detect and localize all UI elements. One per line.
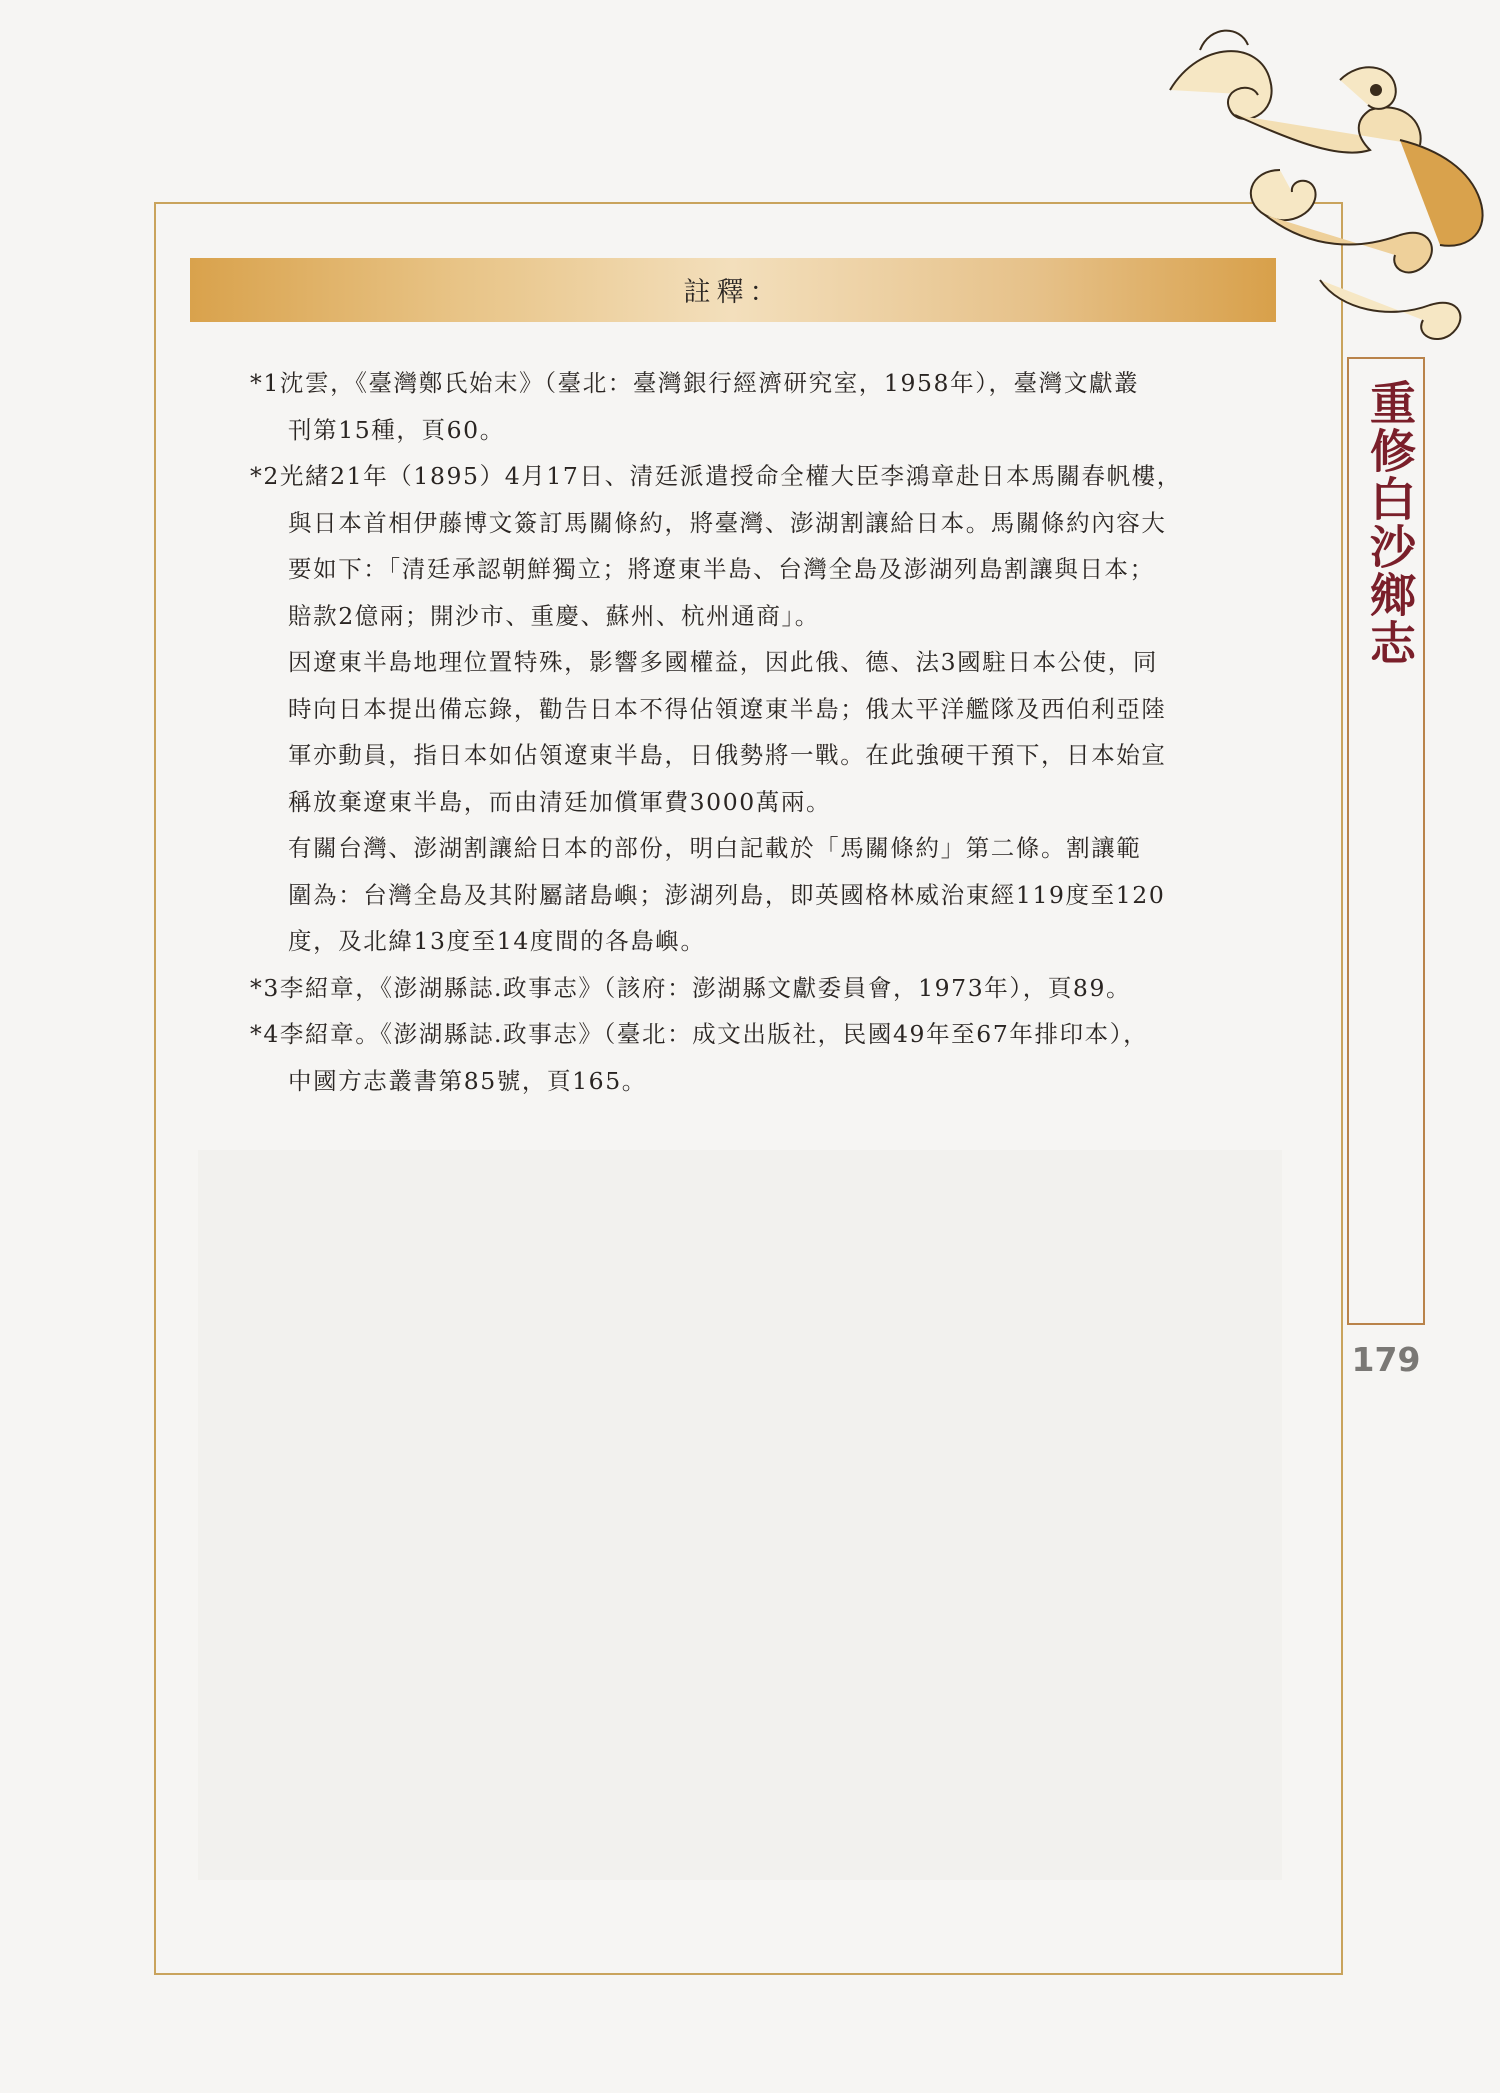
note-2-para-2-line-3: 軍亦動員，指日本如佔領遼東半島，日俄勢將一戰。在此強硬干預下，日本始宣 xyxy=(288,741,1167,769)
notes-header-bar xyxy=(190,258,1276,322)
note-4-line-2: 中國方志叢書第85號，頁165。 xyxy=(288,1066,647,1095)
note-4-line-1: *4李紹章。《澎湖縣誌.政事志》（臺北：成文出版社，民國49年至67年排印本）， xyxy=(250,1020,1149,1048)
note-2-para-3-line-3: 度，及北緯13度至14度間的各島嶼。 xyxy=(288,927,706,955)
note-1-line-2: 刊第15種，頁60。 xyxy=(288,415,505,444)
note-2-para-2-line-2: 時向日本提出備忘錄，勸告日本不得佔領遼東半島；俄太平洋艦隊及西伯利亞陸 xyxy=(288,694,1167,723)
book-title: 重修白沙鄉志 xyxy=(1363,379,1417,667)
notes-body xyxy=(250,360,1280,1104)
note-1-line-1: *1沈雲，《臺灣鄭氏始末》（臺北：臺灣銀行經濟研究室，1958年），臺灣文獻叢 xyxy=(250,369,1140,397)
note-2-para-3-line-1: 有關台灣、澎湖割讓給日本的部份，明白記載於「馬關條約」第二條。割讓範 xyxy=(288,834,1142,862)
notes-heading: 註釋： xyxy=(683,277,783,308)
side-title-box xyxy=(1347,357,1425,1325)
note-2-line-4: 賠款2億兩；開沙市、重慶、蘇州、杭州通商」。 xyxy=(288,601,820,630)
note-2-line-3: 要如下：「清廷承認朝鮮獨立；將遼東半島、台灣全島及澎湖列島割讓與日本； xyxy=(288,555,1155,583)
blank-area xyxy=(198,1150,1282,1880)
note-2-line-1: *2光緒21年（1895）4月17日、清廷派遣授命全權大臣李鴻章赴日本馬關春帆樓， xyxy=(250,462,1182,490)
note-2-para-3-line-2: 圍為：台灣全島及其附屬諸島嶼；澎湖列島，即英國格林威治東經119度至120 xyxy=(288,880,1166,909)
page-number: 179 xyxy=(1351,1340,1421,1379)
note-2-para-2-line-1: 因遼東半島地理位置特殊，影響多國權益，因此俄、德、法3國駐日本公使，同 xyxy=(288,648,1158,676)
note-2-para-2-line-4: 稱放棄遼東半島，而由清廷加償軍費3000萬兩。 xyxy=(288,787,832,816)
note-3-line-1: *3李紹章，《澎湖縣誌.政事志》（該府：澎湖縣文獻委員會，1973年），頁89。 xyxy=(250,973,1132,1002)
note-2-line-2: 與日本首相伊藤博文簽訂馬關條約，將臺灣、澎湖割讓給日本。馬關條約內容大 xyxy=(288,508,1167,537)
